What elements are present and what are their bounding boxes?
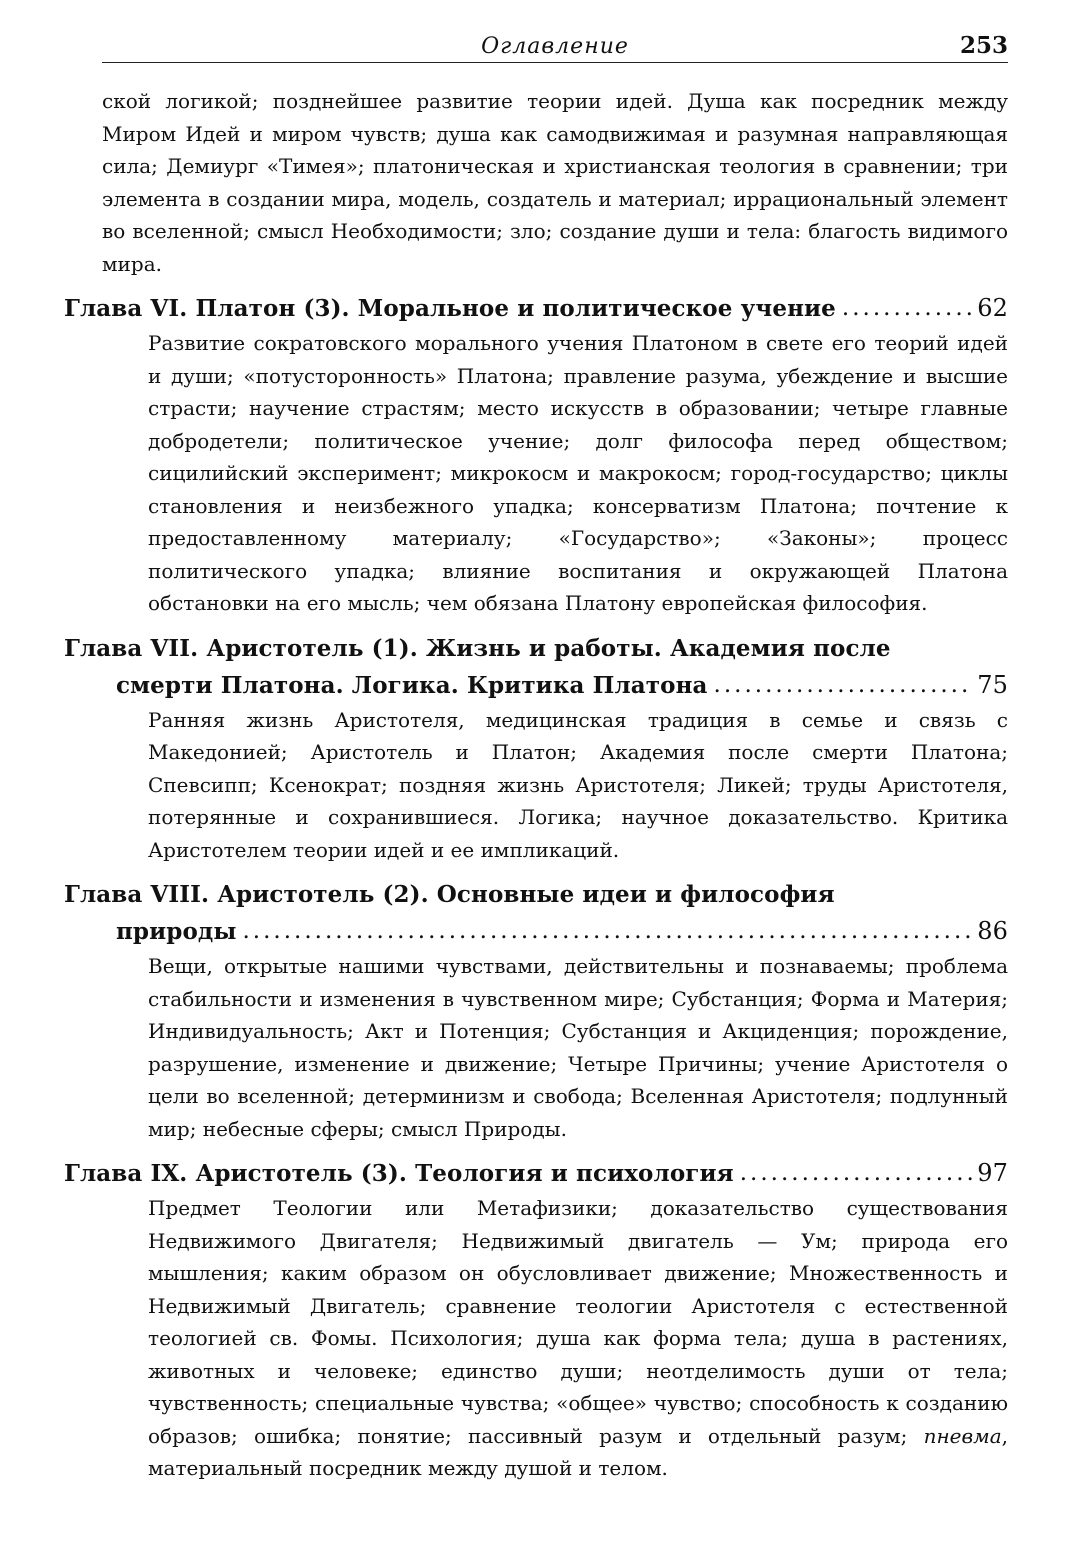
chapter-page-number: 97 bbox=[977, 1159, 1008, 1187]
chapter-heading[interactable] bbox=[64, 290, 1008, 327]
emphasized-term: пневма bbox=[923, 1423, 1002, 1448]
chapter-title: Глава VI. Платон (3). Моральное и политическое учение bbox=[64, 295, 836, 322]
description-text: Предмет Теологии или Метафизики; доказательство существования Недвижимого Двигателя; Недвижимый двигатель — Ум; природа его мышления; каким образом он обусловливает движение; Множественность и Недвижимый Двигатель; сравнение теологии Аристотеля с естественной теологией св. Фомы. Психология; душа как форма тела; душа в растениях, животных и человеке; единство души; неотделимость души от тела; чувственность; специальные чувства; «общее» чувство; способность к созданию образов; ошибка; понятие; пассивный разум и отдельный разум; bbox=[148, 1196, 1008, 1448]
running-title: Оглавление bbox=[481, 34, 629, 59]
dot-leader bbox=[836, 290, 973, 327]
running-header bbox=[102, 28, 1008, 63]
chapter-heading[interactable] bbox=[64, 1155, 1008, 1192]
chapter-description: Вещи, открытые нашими чувствами, действительны и познаваемы; проблема стабильности и изменения в чувственном мире; Субстанция; Форма и Материя; Индивидуальность; Акт и Потенция; Субстанция и Акциденция; порождение, разрушение, изменение и движение; Четыре Причины; учение Аристотеля о цели во вселенной; детерминизм и свобода; Вселенная Аристотеля; подлунный мир; небесные сферы; смысл Природы. bbox=[148, 954, 1008, 1141]
description-tail: , материальный посредник между душой и телом. bbox=[148, 1423, 1009, 1480]
chapter-heading[interactable] bbox=[64, 630, 1008, 704]
chapter-page-number: 62 bbox=[977, 294, 1008, 322]
chapter-description: Ранняя жизнь Аристотеля, медицинская традиция в семье и связь с Македонией; Аристотель и Платон; Академия после смерти Платона; Спевсипп; Ксенократ; поздняя жизнь Аристотеля; Ликей; труды Аристотеля, потерянные и сохранившиеся. Логика; научное доказательство. Критика Аристотелем теории идей и ее импликаций. bbox=[148, 707, 1008, 862]
toc-page bbox=[64, 28, 1009, 1485]
chapter-description bbox=[148, 1192, 1008, 1485]
chapter-title-continued: природы bbox=[116, 918, 237, 945]
chapter-title: Глава VIII. Аристотель (2). Основные идеи и философия bbox=[64, 881, 835, 908]
toc-entry-chapter-9 bbox=[64, 1155, 1009, 1485]
page-number: 253 bbox=[959, 32, 1008, 59]
toc-entry-chapter-7 bbox=[64, 630, 1008, 867]
toc-entry-chapter-6 bbox=[64, 290, 1008, 620]
chapter-page-number: 75 bbox=[977, 670, 1008, 699]
chapter-heading[interactable] bbox=[64, 876, 1008, 950]
toc-entry-chapter-8 bbox=[64, 876, 1008, 1145]
dot-leader bbox=[708, 667, 974, 704]
continued-description: ской логикой; позднейшее развитие теории идей. Душа как посредник между Миром Идей и миром чувств; душа как самодвижимая и разумная направляющая сила; Демиург «Тимея»; платоническая и христианская теология в сравнении; три элемента в создании мира, модель, создатель и материал; иррациональный элемент во вселенной; смысл Необходимости; зло; создание души и тела: благость видимого мира. bbox=[102, 89, 1008, 276]
chapter-description: Развитие сократовского морального учения Платоном в свете его теорий идей и души; «потусторонность» Платона; правление разума, убеждение и высшие страсти; научение страстям; место искусств в образовании; четыре главные добродетели; политическое учение; долг философа перед обществом; сицилийский эксперимент; микрокосм и макрокосм; город-государство; циклы становления и неизбежного упадка; консерватизм Платона; почтение к предоставленному материалу; «Государство»; «Законы»; процесс политического упадка; влияние воспитания и окружающей Платона обстановки на его мысль; чем обязана Платону европейская философия. bbox=[148, 331, 1008, 615]
chapter-page-number: 86 bbox=[977, 917, 1008, 945]
chapter-title: Глава VII. Аристотель (1). Жизнь и работы. Академия после bbox=[64, 634, 891, 662]
dot-leader bbox=[734, 1155, 974, 1192]
chapter-title-continued: смерти Платона. Логика. Критика Платона bbox=[116, 671, 708, 699]
dot-leader bbox=[236, 913, 973, 950]
chapter-title: Глава IX. Аристотель (3). Теология и психология bbox=[64, 1160, 734, 1187]
